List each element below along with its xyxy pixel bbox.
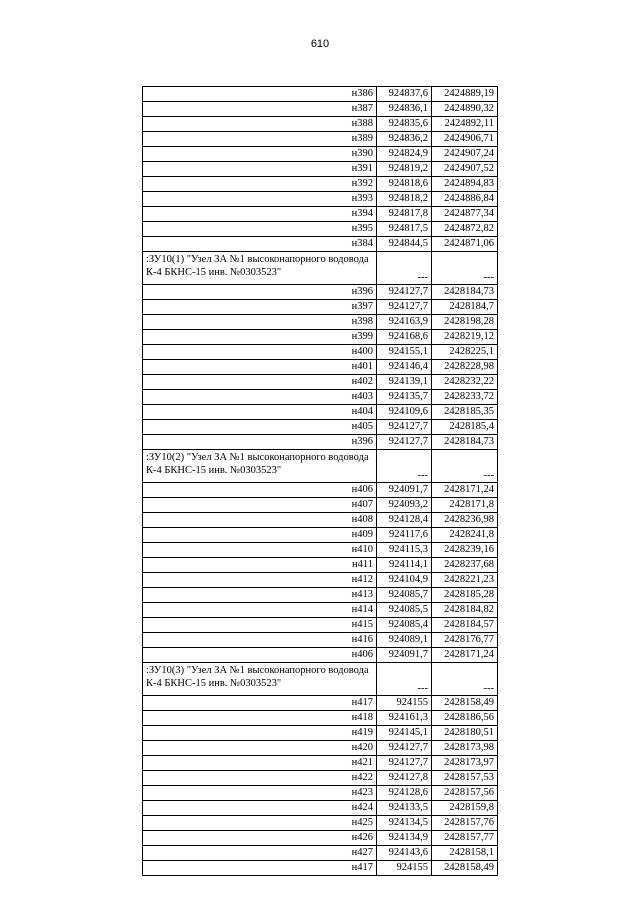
table-row [143,498,498,513]
point-name-cell: н391 [143,162,377,177]
table-row [143,786,498,801]
section-title: :ЗУ10(2) "Узел ЗА №1 высоконапорного водовода К-4 БКНС-15 инв. №0303523" [143,450,377,483]
y-coordinate-cell: 2424886,84 [432,192,498,207]
point-name-cell: н413 [143,588,377,603]
y-coordinate-cell: --- [432,252,498,285]
y-coordinate-cell: 2428186,56 [432,711,498,726]
page-number: 610 [310,38,330,50]
x-coordinate-cell: 924143,6 [377,846,432,861]
point-name-cell: н407 [143,498,377,513]
x-coordinate-cell: 924817,5 [377,222,432,237]
y-coordinate-cell: 2428184,73 [432,285,498,300]
table-row [143,102,498,117]
point-name-cell: н406 [143,483,377,498]
y-coordinate-cell: 2428184,57 [432,618,498,633]
x-coordinate-cell: 924133,5 [377,801,432,816]
y-coordinate-cell: --- [432,663,498,696]
table-row [143,816,498,831]
x-coordinate-cell: 924844,5 [377,237,432,252]
y-coordinate-cell: 2428173,97 [432,756,498,771]
table-row [143,741,498,756]
x-coordinate-cell: 924085,5 [377,603,432,618]
point-name-cell: н398 [143,315,377,330]
y-coordinate-cell: 2428185,35 [432,405,498,420]
point-name-cell: н402 [143,375,377,390]
y-coordinate-cell: 2424877,34 [432,207,498,222]
point-name-cell: н421 [143,756,377,771]
table-row [143,588,498,603]
table-row [143,345,498,360]
x-coordinate-cell: 924134,9 [377,831,432,846]
x-coordinate-cell: 924091,7 [377,648,432,663]
point-name-cell: н419 [143,726,377,741]
point-name-cell: н423 [143,786,377,801]
table-row [143,711,498,726]
point-name-cell: н416 [143,633,377,648]
x-coordinate-cell: 924127,7 [377,420,432,435]
x-coordinate-cell: --- [377,663,432,696]
y-coordinate-cell: 2424890,32 [432,102,498,117]
x-coordinate-cell: 924155 [377,861,432,876]
section-header-row [143,663,498,696]
point-name-cell: н397 [143,300,377,315]
point-name-cell: н403 [143,390,377,405]
point-name-cell: н390 [143,147,377,162]
point-name-cell: н425 [143,816,377,831]
x-coordinate-cell: 924127,7 [377,435,432,450]
table-row [143,147,498,162]
x-coordinate-cell: 924824,9 [377,147,432,162]
coordinates-table-body [143,87,498,876]
y-coordinate-cell: 2428158,49 [432,861,498,876]
point-name-cell: н409 [143,528,377,543]
table-row [143,237,498,252]
point-name-cell: н386 [143,87,377,102]
section-title: :ЗУ10(3) "Узел ЗА №1 высоконапорного водовода К-4 БКНС-15 инв. №0303523" [143,663,377,696]
table-row [143,405,498,420]
table-row [143,543,498,558]
table-row [143,300,498,315]
x-coordinate-cell: 924163,9 [377,315,432,330]
point-name-cell: н389 [143,132,377,147]
x-coordinate-cell: 924145,1 [377,726,432,741]
y-coordinate-cell: 2428158,1 [432,846,498,861]
y-coordinate-cell: 2428158,49 [432,696,498,711]
point-name-cell: н384 [143,237,377,252]
table-row [143,330,498,345]
table-row [143,633,498,648]
y-coordinate-cell: 2428176,77 [432,633,498,648]
y-coordinate-cell: 2428171,8 [432,498,498,513]
x-coordinate-cell: --- [377,252,432,285]
x-coordinate-cell: 924836,1 [377,102,432,117]
table-row [143,390,498,405]
x-coordinate-cell: 924115,3 [377,543,432,558]
point-name-cell: н417 [143,696,377,711]
x-coordinate-cell: 924818,6 [377,177,432,192]
x-coordinate-cell: 924134,5 [377,816,432,831]
point-name-cell: н399 [143,330,377,345]
table-row [143,132,498,147]
y-coordinate-cell: 2428157,76 [432,816,498,831]
x-coordinate-cell: 924168,6 [377,330,432,345]
point-name-cell: н412 [143,573,377,588]
table-row [143,87,498,102]
y-coordinate-cell: 2428171,24 [432,648,498,663]
table-row [143,528,498,543]
y-coordinate-cell: 2428157,56 [432,786,498,801]
y-coordinate-cell: 2428228,98 [432,360,498,375]
y-coordinate-cell: 2428157,53 [432,771,498,786]
x-coordinate-cell: --- [377,450,432,483]
x-coordinate-cell: 924155,1 [377,345,432,360]
y-coordinate-cell: 2424894,83 [432,177,498,192]
table-row [143,771,498,786]
point-name-cell: н387 [143,102,377,117]
point-name-cell: н395 [143,222,377,237]
table-row [143,162,498,177]
x-coordinate-cell: 924818,2 [377,192,432,207]
point-name-cell: н411 [143,558,377,573]
section-header-row [143,252,498,285]
y-coordinate-cell: 2428184,73 [432,435,498,450]
x-coordinate-cell: 924127,7 [377,300,432,315]
point-name-cell: н401 [143,360,377,375]
y-coordinate-cell: 2428184,82 [432,603,498,618]
y-coordinate-cell: 2428185,28 [432,588,498,603]
table-row [143,726,498,741]
x-coordinate-cell: 924085,7 [377,588,432,603]
point-name-cell: н388 [143,117,377,132]
point-name-cell: н415 [143,618,377,633]
x-coordinate-cell: 924135,7 [377,390,432,405]
x-coordinate-cell: 924117,6 [377,528,432,543]
table-row [143,846,498,861]
x-coordinate-cell: 924837,6 [377,87,432,102]
y-coordinate-cell: 2428171,24 [432,483,498,498]
table-row [143,360,498,375]
x-coordinate-cell: 924128,6 [377,786,432,801]
table-row [143,573,498,588]
table-row [143,861,498,876]
table-row [143,603,498,618]
table-row [143,696,498,711]
y-coordinate-cell: 2428232,22 [432,375,498,390]
table-row [143,375,498,390]
y-coordinate-cell: 2428241,8 [432,528,498,543]
x-coordinate-cell: 924127,7 [377,756,432,771]
y-coordinate-cell: 2428236,98 [432,513,498,528]
x-coordinate-cell: 924817,8 [377,207,432,222]
point-name-cell: н414 [143,603,377,618]
section-header-row [143,450,498,483]
point-name-cell: н396 [143,435,377,450]
y-coordinate-cell: 2428225,1 [432,345,498,360]
point-name-cell: н400 [143,345,377,360]
x-coordinate-cell: 924093,2 [377,498,432,513]
table-row [143,177,498,192]
y-coordinate-cell: 2428184,7 [432,300,498,315]
point-name-cell: н405 [143,420,377,435]
x-coordinate-cell: 924114,1 [377,558,432,573]
point-name-cell: н394 [143,207,377,222]
x-coordinate-cell: 924819,2 [377,162,432,177]
point-name-cell: н417 [143,861,377,876]
point-name-cell: н420 [143,741,377,756]
y-coordinate-cell: 2428180,51 [432,726,498,741]
y-coordinate-cell: 2424872,82 [432,222,498,237]
y-coordinate-cell: 2428221,23 [432,573,498,588]
coordinates-table [142,86,498,876]
x-coordinate-cell: 924161,3 [377,711,432,726]
y-coordinate-cell: 2428219,12 [432,330,498,345]
table-row [143,756,498,771]
x-coordinate-cell: 924155 [377,696,432,711]
point-name-cell: н427 [143,846,377,861]
x-coordinate-cell: 924835,6 [377,117,432,132]
table-row [143,483,498,498]
x-coordinate-cell: 924104,9 [377,573,432,588]
x-coordinate-cell: 924146,4 [377,360,432,375]
y-coordinate-cell: 2428159,8 [432,801,498,816]
table-row [143,315,498,330]
y-coordinate-cell: 2424871,06 [432,237,498,252]
x-coordinate-cell: 924091,7 [377,483,432,498]
y-coordinate-cell: --- [432,450,498,483]
table-row [143,222,498,237]
table-row [143,558,498,573]
x-coordinate-cell: 924109,6 [377,405,432,420]
table-row [143,618,498,633]
x-coordinate-cell: 924139,1 [377,375,432,390]
point-name-cell: н426 [143,831,377,846]
point-name-cell: н396 [143,285,377,300]
y-coordinate-cell: 2424892,11 [432,117,498,132]
table-row [143,285,498,300]
y-coordinate-cell: 2424889,19 [432,87,498,102]
point-name-cell: н418 [143,711,377,726]
point-name-cell: н422 [143,771,377,786]
x-coordinate-cell: 924085,4 [377,618,432,633]
y-coordinate-cell: 2428237,68 [432,558,498,573]
table-row [143,435,498,450]
y-coordinate-cell: 2428157,77 [432,831,498,846]
y-coordinate-cell: 2428185,4 [432,420,498,435]
y-coordinate-cell: 2428239,16 [432,543,498,558]
y-coordinate-cell: 2424907,24 [432,147,498,162]
x-coordinate-cell: 924128,4 [377,513,432,528]
table-row [143,420,498,435]
y-coordinate-cell: 2428173,98 [432,741,498,756]
x-coordinate-cell: 924127,7 [377,741,432,756]
y-coordinate-cell: 2428233,72 [432,390,498,405]
y-coordinate-cell: 2424906,71 [432,132,498,147]
x-coordinate-cell: 924127,7 [377,285,432,300]
point-name-cell: н406 [143,648,377,663]
table-row [143,207,498,222]
point-name-cell: н404 [143,405,377,420]
y-coordinate-cell: 2424907,52 [432,162,498,177]
point-name-cell: н424 [143,801,377,816]
x-coordinate-cell: 924089,1 [377,633,432,648]
table-row [143,117,498,132]
y-coordinate-cell: 2428198,28 [432,315,498,330]
x-coordinate-cell: 924836,2 [377,132,432,147]
point-name-cell: н408 [143,513,377,528]
point-name-cell: н410 [143,543,377,558]
x-coordinate-cell: 924127,8 [377,771,432,786]
table-row [143,192,498,207]
section-title: :ЗУ10(1) "Узел ЗА №1 высоконапорного водовода К-4 БКНС-15 инв. №0303523" [143,252,377,285]
table-row [143,648,498,663]
table-row [143,831,498,846]
table-row [143,801,498,816]
point-name-cell: н393 [143,192,377,207]
table-row [143,513,498,528]
point-name-cell: н392 [143,177,377,192]
